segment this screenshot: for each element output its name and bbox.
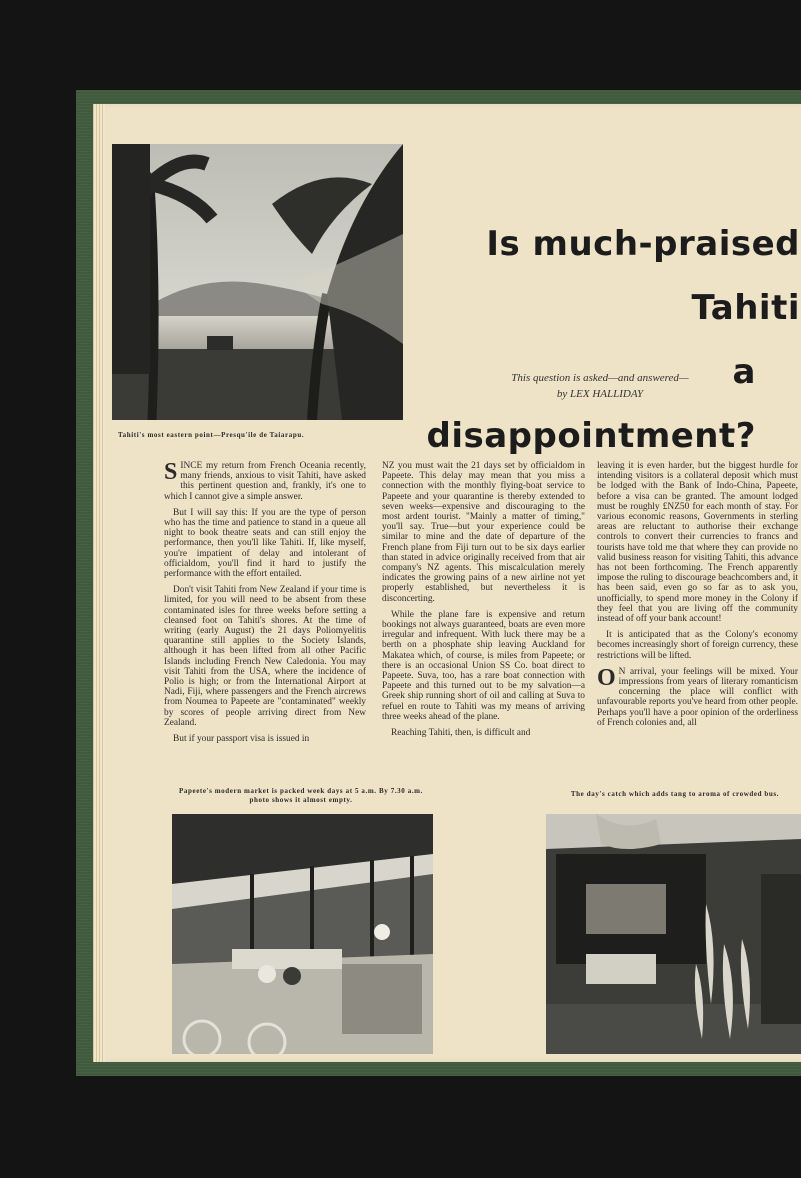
paragraph: But I will say this: If you are the type of person who has the time and patience to stand in a queue all night to book theatre seats and can still enjoy the performance, then you'll like Tahiti. If, like myself, you're impatient of delay and intolerant of officialdom, you'll find it hard to justify the performance with the effort entailed. [164, 507, 366, 580]
page-edge [93, 104, 105, 1062]
paragraph [164, 461, 366, 502]
paragraph [597, 664, 798, 728]
column-2 [382, 461, 585, 744]
column-1 [164, 461, 366, 750]
drop-cap: O [597, 664, 616, 691]
column-3 [597, 461, 798, 734]
paragraph: While the plane fare is expensive and return bookings not always guaranteed, boats are even more irregular and infrequent. With luck there may be a berth on a phosphate ship leaving Auckland for Makatea which, of course, is miles from Papeete; or there is an occasional Union SS Co. boat direct to Papeete. Suva, too, has a rare boat connection with Papeete and this turned out to be my salvation—a Greek ship running short of oil and calling at Suva to refuel en route to Tahiti was my means of arriving three weeks ahead of the plane. [382, 609, 585, 722]
paragraph: Don't visit Tahiti from New Zealand if your time is limited, for you will need to be absent from these contaminated isles for three weeks before setting a cleansed foot on Tahiti's shores. At the time of writing (early August) the 21 days Poliomyelitis quarantine still applies to the Society Islands, although it has been lifted from all other Pacific Islands including French New Caledonia. You may visit Tahiti from the USA, where the incidence of Polio is high; or from the International Airport at Nadi, Fiji, where passengers and the French aircrews from Noumea to Papeete are "contaminated" weekly by scores of people arriving direct from New Zealand. [164, 585, 366, 728]
market-photo [172, 814, 433, 1054]
tahiti-coast-photo [112, 144, 403, 420]
catch-photo-caption: The day's catch which adds tang to aroma of crowded bus. [570, 790, 780, 798]
paragraph: leaving it is even harder, but the biggest hurdle for intending visitors is a collateral deposit which must be lodged with the Bank of Indo-China, Papeete, before a visa can be granted. The amount lodged must be roughly £NZ50 for each month of stay. For various economic reasons, Governments in sterling areas are reluctant to authorise their exchange controls to convert their currencies to francs and tourists have told me that where they can provide no valid business reason for visiting Tahiti, this advance has not been forthcoming. The French apparently impose the ruling to discourage beachcombers and, it has been said, even go so far as to ask you, unofficially, to spend more money in the Colony if they feel that you are living off the community instead of off your bank account! [597, 461, 798, 625]
article-standfirst [470, 370, 730, 402]
paragraph: But if your passport visa is issued in [173, 734, 310, 745]
paragraph-text: N arrival, your feelings will be mixed. Your impressions from years of literary romanticism concerning the place will conflict with unfavourable reports you've heard from other people. Perhaps you'll have a poor opinion of the orderliness of French colonies and, all [597, 666, 798, 728]
drop-cap: S [164, 459, 178, 485]
paragraph: NZ you must wait the 21 days set by officialdom in Papeete. This delay may mean that you miss a connection with the monthly flying-boat service to Papeete and your quarantine is thereby extended to seven weeks—expensive and discouraging to the most ardent tourist. "Mainly a matter of timing," you'll say. True—but your experience could be similar to mine and the date of departure of the French plane from Fiji turn out to be six days earlier than stated in advice originally received from that air company's NZ agents. This miscalculation merely indicates the growing pains of a new airline not yet properly established, but nevertheless it is disconcerting. [382, 461, 585, 604]
title-line-2: a disappointment? [426, 352, 756, 456]
paragraph-text: INCE my return from French Oceania recently, many friends, anxious to visit Tahiti, have asked this pertinent question and, frankly, it's one to which I cannot give a simple answer. [164, 461, 366, 502]
market-photo-caption: Papeete's modern market is packed week days at 5 a.m. By 7.30 a.m. photo shows it almost empty. [179, 787, 423, 804]
paragraph: It is anticipated that as the Colony's economy becomes increasingly short of foreign currency, these restrictions will be lifted. [597, 630, 798, 661]
byline: by LEX HALLIDAY [556, 388, 644, 400]
subtitle: This question is asked—and answered— [511, 372, 689, 384]
paragraph: Reaching Tahiti, then, is difficult and [391, 728, 531, 739]
fish-catch-photo [546, 814, 801, 1054]
article-title [420, 212, 800, 468]
top-photo-caption: Tahiti's most eastern point—Presqu'ile de Taiarapu. [118, 431, 305, 439]
title-line-1: Is much-praised Tahiti [486, 224, 800, 328]
